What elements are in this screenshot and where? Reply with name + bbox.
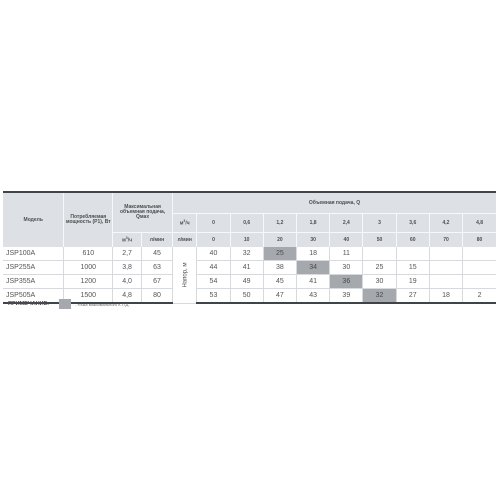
head-cell xyxy=(429,261,462,275)
header-flow-lmin: 80 xyxy=(463,233,496,248)
power-cell: 610 xyxy=(64,247,113,261)
head-cell: 54 xyxy=(197,275,230,289)
head-cell: 18 xyxy=(429,289,462,304)
head-cell xyxy=(463,247,496,261)
power-cell: 1200 xyxy=(64,275,113,289)
head-cell: 18 xyxy=(297,247,330,261)
head-cell xyxy=(463,275,496,289)
head-cell: 47 xyxy=(263,289,296,304)
head-cell: 19 xyxy=(396,275,429,289)
head-cell: 49 xyxy=(230,275,263,289)
header-flow-lmin: 50 xyxy=(363,233,396,248)
head-cell-max-efficiency: 34 xyxy=(297,261,330,275)
head-cell xyxy=(429,275,462,289)
qmax-lmin-cell: 63 xyxy=(141,261,172,275)
head-cell: 11 xyxy=(330,247,363,261)
head-cell-max-efficiency: 25 xyxy=(263,247,296,261)
head-cell: 27 xyxy=(396,289,429,304)
pump-performance-table xyxy=(3,191,496,304)
model-cell: JSP100A xyxy=(3,247,64,261)
note xyxy=(8,298,130,310)
table-row xyxy=(3,247,496,261)
header-flow-lmin: 60 xyxy=(396,233,429,248)
head-cell: 2 xyxy=(463,289,496,304)
head-cell xyxy=(396,247,429,261)
head-axis-text: Напор, м xyxy=(182,262,189,288)
header-flow-lmin: 70 xyxy=(429,233,462,248)
header-flow: Объемная подача, Q xyxy=(172,192,496,214)
head-cell: 45 xyxy=(263,275,296,289)
head-cell-max-efficiency: 32 xyxy=(363,289,396,304)
note-label: ПРИМЕЧАНИЕ: xyxy=(8,301,50,307)
head-axis-label xyxy=(172,247,196,303)
qmax-lmin-cell: 45 xyxy=(141,247,172,261)
header-flow-m3h: 0,6 xyxy=(230,214,263,233)
header-model: Модель xyxy=(3,192,64,247)
qmax-lmin-cell: 67 xyxy=(141,275,172,289)
qmax-m3h-cell: 4,8 xyxy=(113,289,142,304)
head-cell: 41 xyxy=(230,261,263,275)
head-cell: 44 xyxy=(197,261,230,275)
qmax-m3h-cell: 4,0 xyxy=(113,275,142,289)
head-cell: 53 xyxy=(197,289,230,304)
head-cell: 50 xyxy=(230,289,263,304)
head-cell: 38 xyxy=(263,261,296,275)
header-flow-lmin: 30 xyxy=(297,233,330,248)
header-flow-lmin: 0 xyxy=(197,233,230,248)
note-text: - точка максимального К.П.Д. xyxy=(75,301,130,307)
header-flow-lmin: 40 xyxy=(330,233,363,248)
header-max-flow: Максимальная объемная подача, Qмах xyxy=(113,192,173,233)
header-flow-m3h: 1,2 xyxy=(263,214,296,233)
head-cell: 15 xyxy=(396,261,429,275)
header-flow-m3h: 1,8 xyxy=(297,214,330,233)
head-cell: 30 xyxy=(330,261,363,275)
header-unit-m3h: $м^3/ч$ xyxy=(172,214,196,233)
model-cell: JSP355A xyxy=(3,275,64,289)
header-qmax-unit-lmin: л/мин xyxy=(141,233,172,248)
header-flow-m3h: 4,8 xyxy=(463,214,496,233)
power-cell: 1500 xyxy=(64,289,113,304)
model-cell: JSP255A xyxy=(3,261,64,275)
head-cell: 32 xyxy=(230,247,263,261)
header-power: Потребляемая мощность (P1), Вт xyxy=(64,192,113,247)
header-flow-lmin: 10 xyxy=(230,233,263,248)
table-body xyxy=(3,247,496,303)
table-header xyxy=(3,192,496,247)
header-flow-lmin: 20 xyxy=(263,233,296,248)
qmax-m3h-cell: 2,7 xyxy=(113,247,142,261)
header-qmax-unit-m3h: $м^3/ч$ xyxy=(113,233,142,248)
qmax-m3h-cell: 3,8 xyxy=(113,261,142,275)
head-cell xyxy=(429,247,462,261)
table-row xyxy=(3,275,496,289)
head-cell: 25 xyxy=(363,261,396,275)
header-flow-m3h: 2,4 xyxy=(330,214,363,233)
header-flow-m3h: 4,2 xyxy=(429,214,462,233)
power-cell: 1000 xyxy=(64,261,113,275)
head-cell: 39 xyxy=(330,289,363,304)
header-unit-lmin: л/мин xyxy=(172,233,196,248)
max-efficiency-swatch xyxy=(59,299,71,309)
table-row xyxy=(3,261,496,275)
head-cell: 41 xyxy=(297,275,330,289)
head-cell xyxy=(363,247,396,261)
head-cell: 40 xyxy=(197,247,230,261)
header-flow-m3h: 0 xyxy=(197,214,230,233)
qmax-lmin-cell: 80 xyxy=(141,289,172,304)
header-flow-m3h: 3,6 xyxy=(396,214,429,233)
head-cell: 30 xyxy=(363,275,396,289)
model-cell: JSP505A xyxy=(3,289,64,304)
head-cell: 43 xyxy=(297,289,330,304)
head-cell xyxy=(463,261,496,275)
header-flow-m3h: 3 xyxy=(363,214,396,233)
head-cell-max-efficiency: 36 xyxy=(330,275,363,289)
